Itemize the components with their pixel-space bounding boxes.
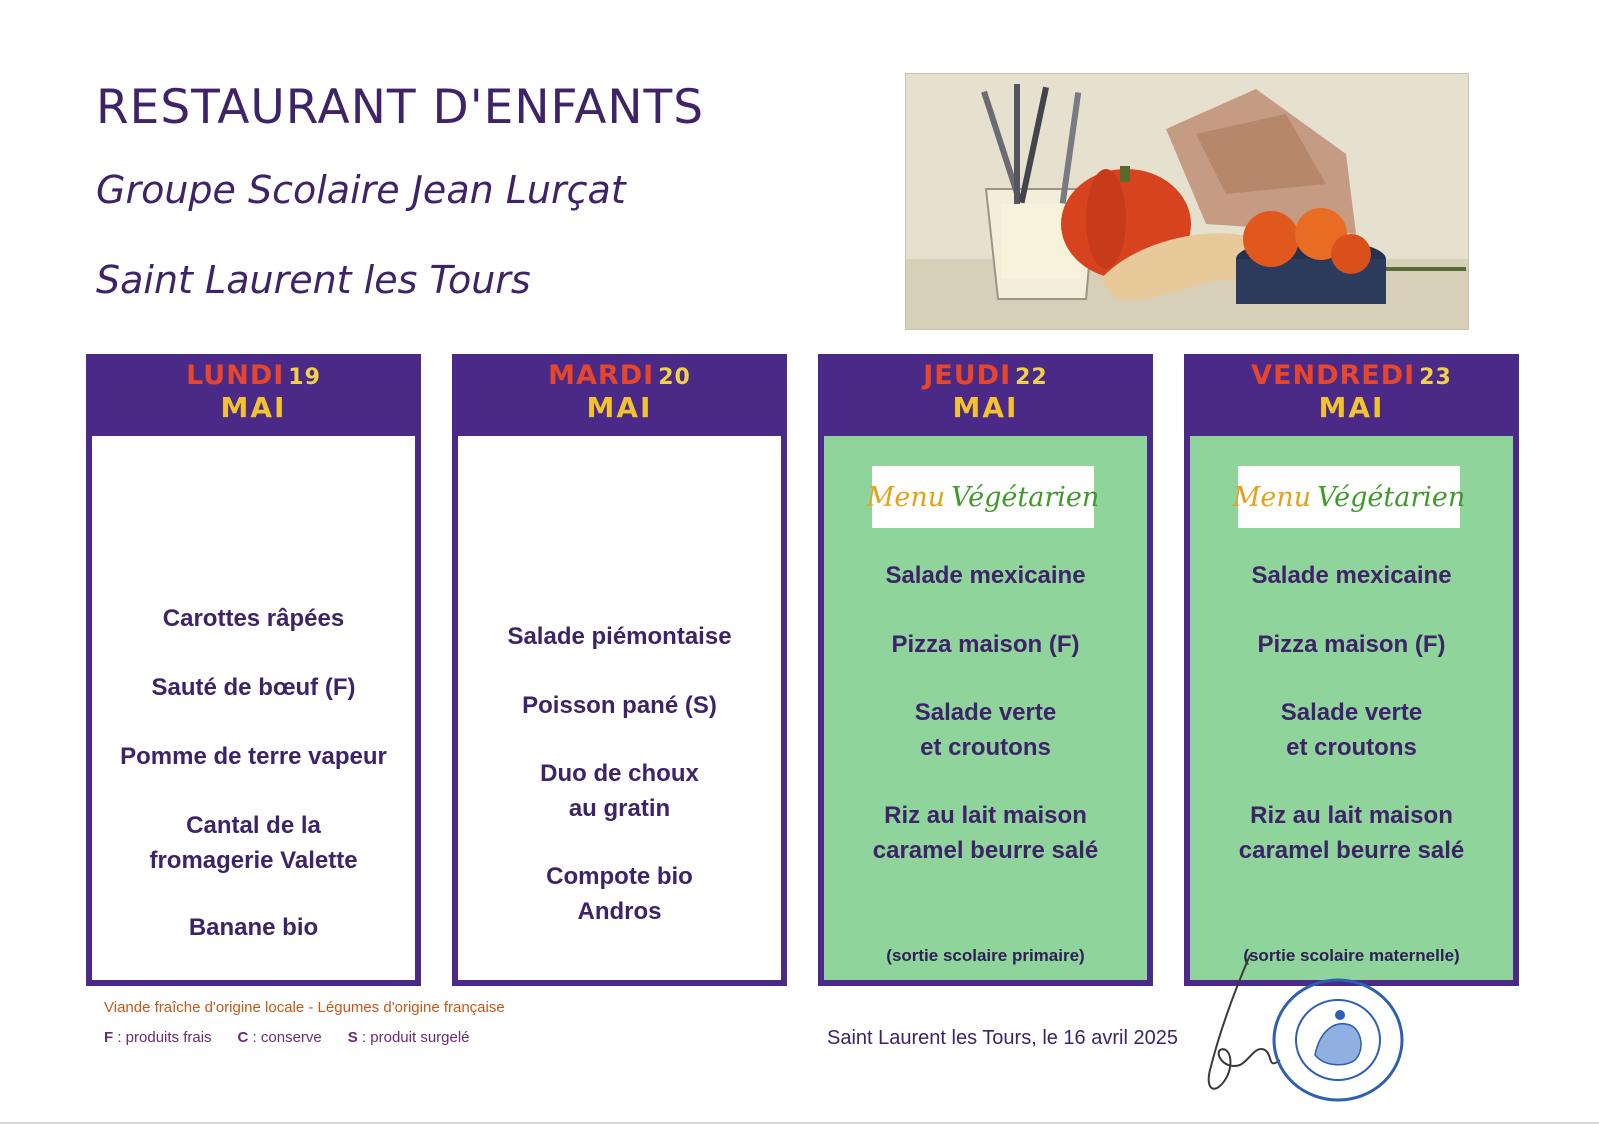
vegetarian-menu-logo: Menu Végétarien [872, 466, 1094, 528]
day-name: LUNDI [186, 360, 285, 391]
vegetarian-menu-logo: Menu Végétarien [1238, 466, 1460, 528]
day-name: MARDI [548, 360, 655, 391]
origin-note: Viande fraîche d'origine locale - Légumes d'origine française [104, 999, 505, 1016]
day-column-vendredi [1184, 354, 1519, 986]
day-number: 20 [658, 365, 691, 390]
day-note: (sortie scolaire maternelle) [1243, 946, 1460, 965]
day-column-lundi [86, 354, 421, 986]
day-header [452, 354, 787, 436]
dish: Carottes râpées [162, 605, 345, 632]
day-column-jeudi [818, 354, 1153, 986]
dish: Salade mexicaine [1251, 562, 1452, 589]
food-still-life-image [905, 73, 1469, 330]
page-title: RESTAURANT D'ENFANTS [96, 80, 705, 135]
day-number: 22 [1015, 365, 1048, 390]
dish: Poisson pané (S) [522, 692, 717, 719]
dish: Sauté de bœuf (F) [151, 674, 356, 701]
dish: Pizza maison (F) [891, 631, 1080, 658]
school-name: Groupe Scolaire Jean Lurçat [96, 168, 626, 212]
day-month: MAI [1318, 391, 1385, 424]
day-menu [458, 436, 781, 980]
day-column-mardi [452, 354, 787, 986]
day-header [1184, 354, 1519, 436]
place-and-date: Saint Laurent les Tours, le 16 avril 2025 [827, 1027, 1178, 1049]
day-number: 19 [288, 365, 321, 390]
town-name: Saint Laurent les Tours [96, 258, 531, 302]
day-month: MAI [220, 391, 287, 424]
day-note: (sortie scolaire primaire) [886, 946, 1085, 965]
dish: Riz au lait maison caramel beurre salé [872, 802, 1099, 864]
day-header [818, 354, 1153, 436]
dish: Pomme de terre vapeur [120, 743, 387, 770]
abbreviation-legend: F : produits frais C : conserve S : produit surgelé [104, 1029, 470, 1046]
dish: Pizza maison (F) [1257, 631, 1446, 658]
day-number: 23 [1419, 365, 1452, 390]
page-bottom-border [0, 1122, 1599, 1124]
dish: Riz au lait maison caramel beurre salé [1238, 802, 1465, 864]
dish: Salade verte et croutons [914, 699, 1057, 761]
day-name: VENDREDI [1251, 360, 1416, 391]
dish: Banane bio [188, 914, 319, 941]
dish: Duo de choux au gratin [540, 760, 699, 822]
day-menu [92, 436, 415, 980]
dish: Salade mexicaine [885, 562, 1086, 589]
town-hall-stamp [1270, 975, 1406, 1105]
day-name: JEUDI [923, 360, 1012, 391]
dish: Compote bio Andros [546, 863, 693, 925]
day-month: MAI [952, 391, 1019, 424]
dish: Salade verte et croutons [1280, 699, 1423, 761]
dish: Cantal de la fromagerie Valette [149, 812, 358, 874]
dish: Salade piémontaise [507, 623, 732, 650]
day-menu [824, 436, 1147, 980]
day-menu [1190, 436, 1513, 980]
day-header [86, 354, 421, 436]
day-month: MAI [586, 391, 653, 424]
